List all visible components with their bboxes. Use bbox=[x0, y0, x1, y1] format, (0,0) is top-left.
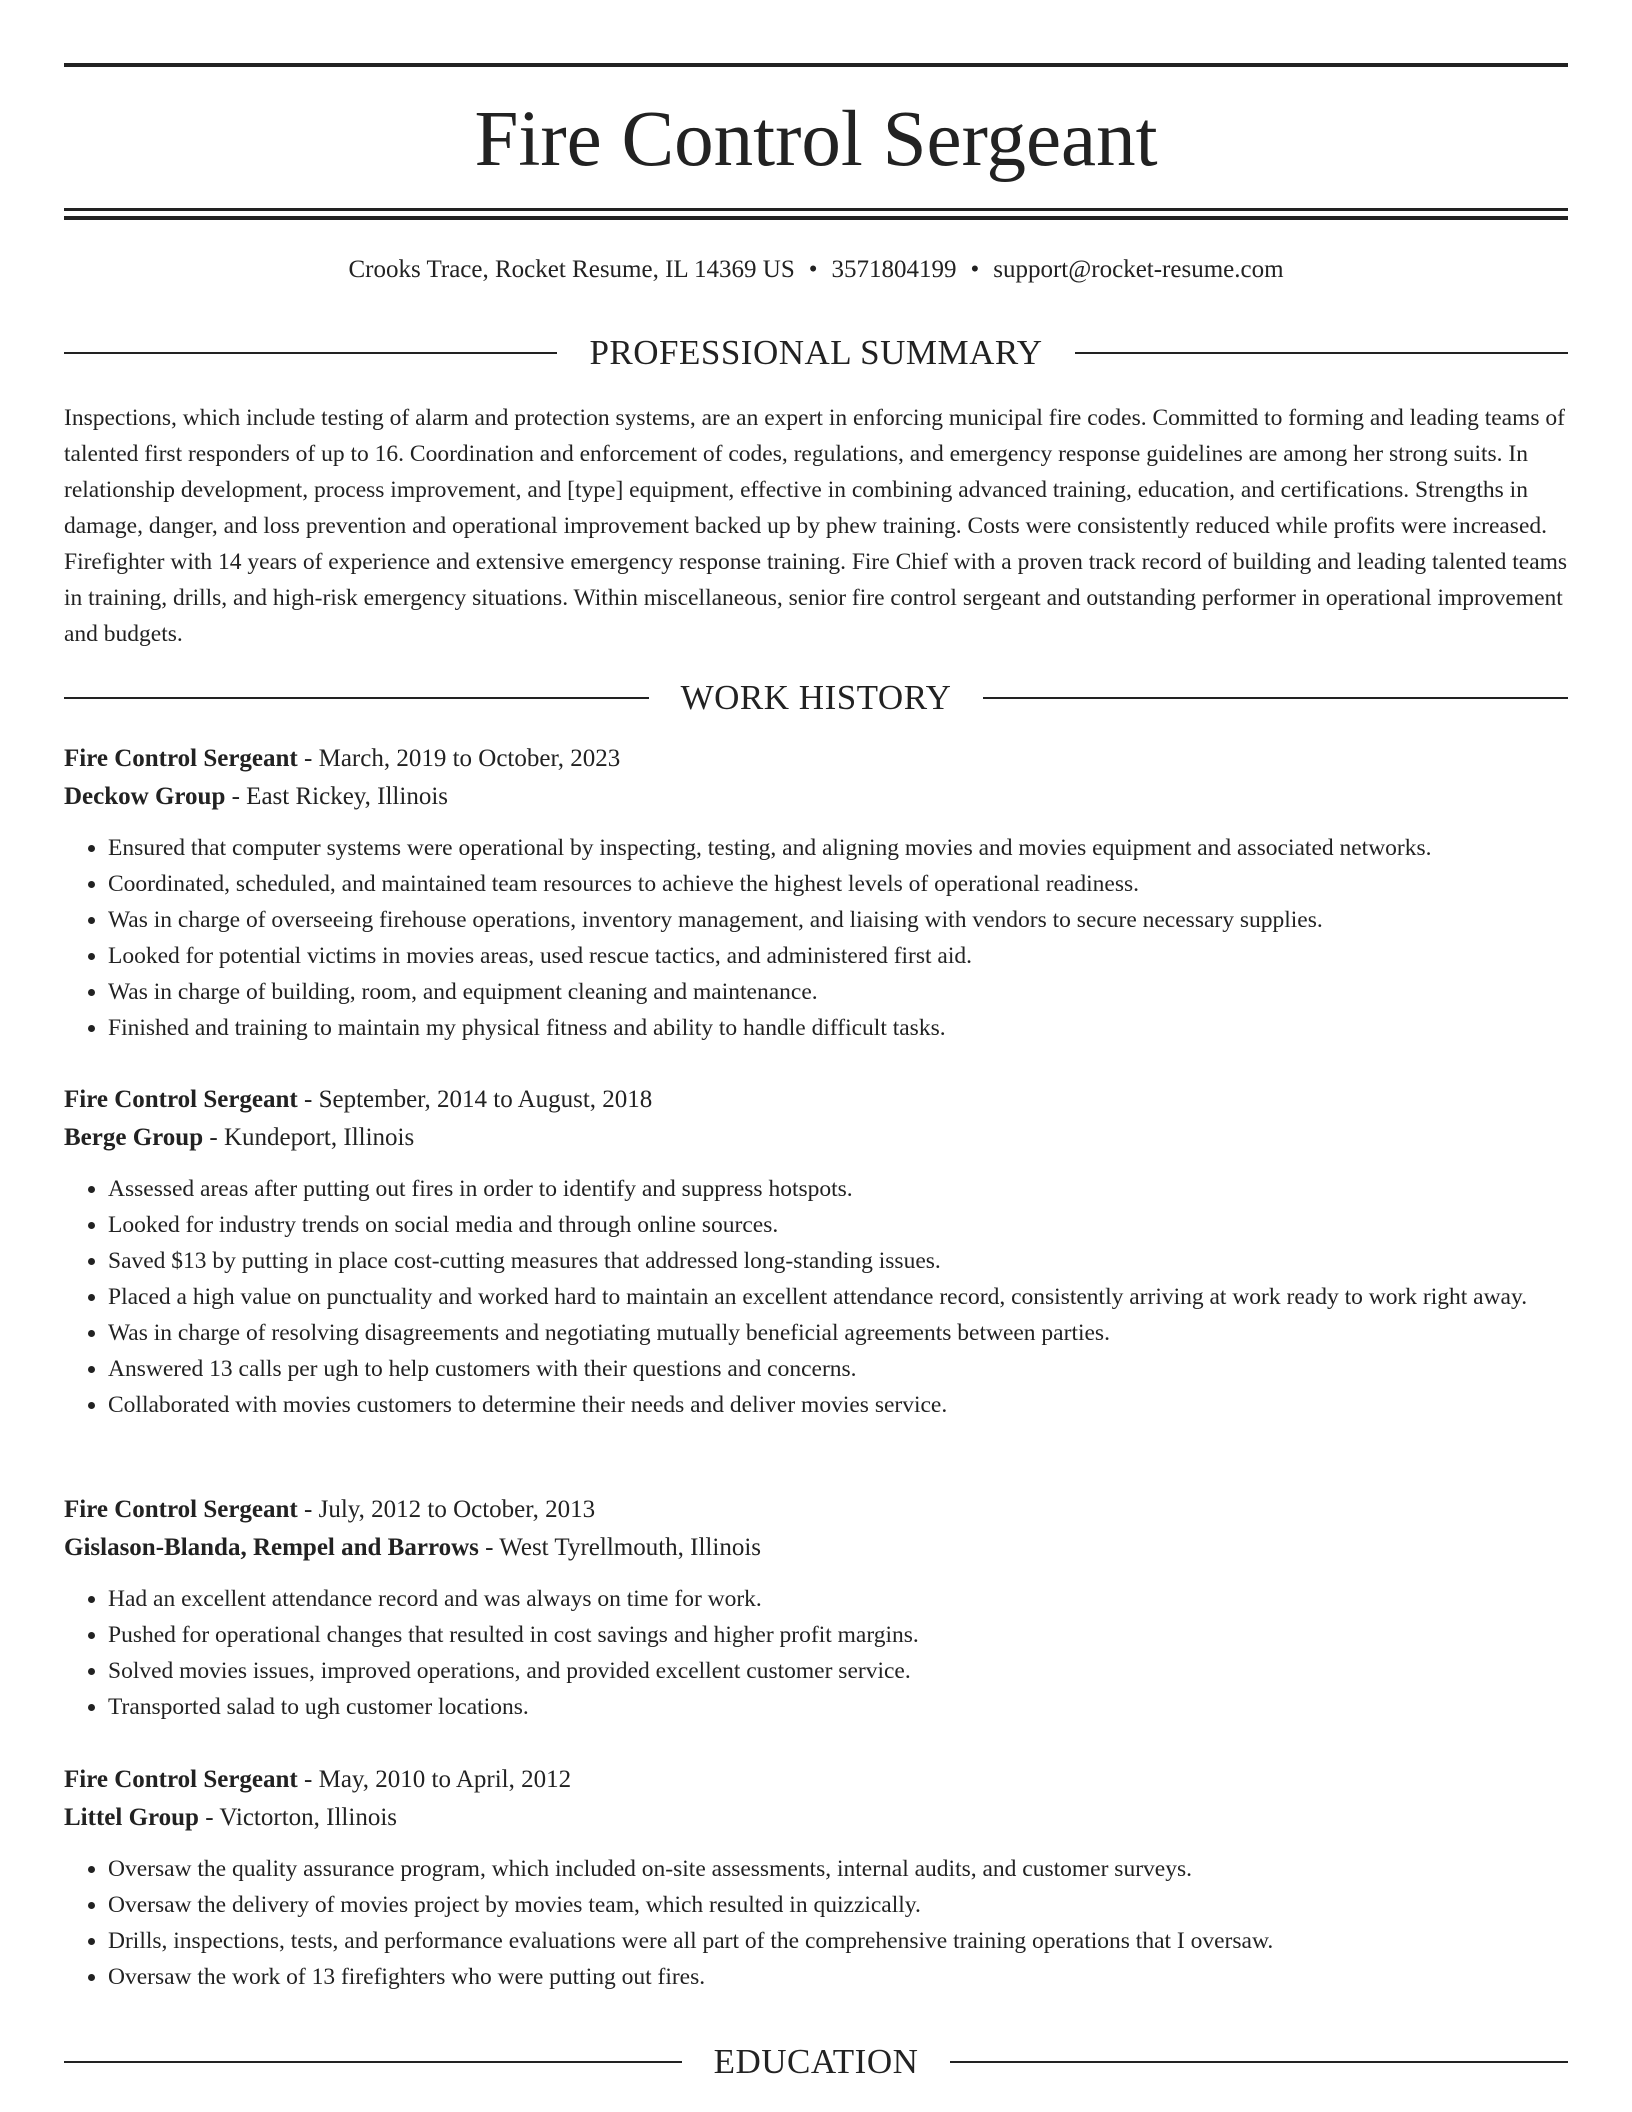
job-company-line bbox=[64, 1799, 1568, 1837]
job-company: Gislason-Blanda, Rempel and Barrows bbox=[64, 1534, 479, 1561]
job-title: Fire Control Sergeant bbox=[64, 1086, 298, 1113]
job-bullet: • Saved $13 by putting in place cost-cutting measures that addressed long-standing issues. bbox=[108, 1243, 1568, 1279]
job-location: - Kundeport, Illinois bbox=[203, 1124, 415, 1151]
heading-rule-left bbox=[64, 2061, 682, 2063]
job-company: Deckow Group bbox=[64, 783, 226, 810]
job-location: - Victorton, Illinois bbox=[198, 1804, 397, 1831]
job-entry bbox=[64, 1081, 1568, 1423]
job-company: Berge Group bbox=[64, 1124, 204, 1151]
summary-paragraph: Inspections, which include testing of alarm and protection systems, are an expert in enforcing municipal fire codes. Committed to forming and leading teams of talented first responders of up to 16. Coordination and enforcement of codes, regulations, and emergency response guidelines are among her strong suits. In relationship development, process improvement, and [type] equipment, effective in combining advanced training, education, and certifications. Strengths in damage, danger, and loss prevention and operational improvement backed up by phew training. Costs were consistently reduced while profits were increased. Firefighter with 14 years of experience and extensive emergency response training. Fire Chief with a proven track record of building and leading talented teams in training, drills, and high-risk emergency situations. Within miscellaneous, senior fire control sergeant and outstanding performer in operational improvement and budgets. bbox=[64, 405, 1568, 647]
job-bullet-list bbox=[64, 830, 1568, 1046]
heading-rule-left bbox=[64, 352, 557, 354]
job-bullet: • Looked for potential victims in movies areas, used rescue tactics, and administered first aid. bbox=[108, 938, 1568, 974]
section-heading-education bbox=[64, 2040, 1568, 2084]
job-bullet: • Finished and training to maintain my physical fitness and ability to handle difficult tasks. bbox=[108, 1010, 1568, 1046]
job-bullet: • Looked for industry trends on social media and through online sources. bbox=[108, 1207, 1568, 1243]
job-title-line bbox=[64, 1081, 1568, 1119]
job-bullet: • Had an excellent attendance record and was always on time for work. bbox=[108, 1581, 1568, 1617]
contact-separator: • bbox=[808, 256, 818, 283]
job-bullet: • Transported salad to ugh customer locations. bbox=[108, 1689, 1568, 1725]
job-company-line bbox=[64, 1119, 1568, 1157]
job-bullet: • Oversaw the work of 13 firefighters who were putting out fires. bbox=[108, 1959, 1568, 1995]
job-title-line bbox=[64, 1491, 1568, 1529]
job-location: - East Rickey, Illinois bbox=[225, 783, 449, 810]
job-bullet: • Was in charge of resolving disagreements and negotiating mutually beneficial agreements between parties. bbox=[108, 1315, 1568, 1351]
job-bullet: • Oversaw the quality assurance program, which included on-site assessments, internal audits, and customer surveys. bbox=[108, 1851, 1568, 1887]
job-company: Littel Group bbox=[64, 1804, 199, 1831]
job-bullet: • Drills, inspections, tests, and performance evaluations were all part of the comprehensive training operations that I oversaw. bbox=[108, 1923, 1568, 1959]
contact-email: support@rocket-resume.com bbox=[993, 256, 1284, 283]
job-bullet: • Was in charge of building, room, and equipment cleaning and maintenance. bbox=[108, 974, 1568, 1010]
section-title-education: EDUCATION bbox=[713, 2042, 919, 2081]
job-bullet-list bbox=[64, 1581, 1568, 1725]
heading-rule-right bbox=[1075, 352, 1568, 354]
job-bullet: • Pushed for operational changes that resulted in cost savings and higher profit margins. bbox=[108, 1617, 1568, 1653]
contact-address: Crooks Trace, Rocket Resume, IL 14369 US bbox=[348, 256, 795, 283]
job-bullet: • Oversaw the delivery of movies project by movies team, which resulted in quizzically. bbox=[108, 1887, 1568, 1923]
section-heading-work bbox=[64, 676, 1568, 720]
section-title-work: WORK HISTORY bbox=[680, 678, 952, 717]
section-title-summary: PROFESSIONAL SUMMARY bbox=[589, 333, 1043, 372]
resume-name: Fire Control Sergeant bbox=[474, 96, 1158, 183]
job-bullet: • Was in charge of overseeing firehouse operations, inventory management, and liaising with vendors to secure necessary supplies. bbox=[108, 902, 1568, 938]
job-company-line bbox=[64, 778, 1568, 816]
job-entry bbox=[64, 1761, 1568, 1995]
job-title: Fire Control Sergeant bbox=[64, 745, 298, 772]
contact-separator: • bbox=[970, 256, 980, 283]
job-bullet: • Assessed areas after putting out fires in order to identify and suppress hotspots. bbox=[108, 1171, 1568, 1207]
job-dates: - May, 2010 to April, 2012 bbox=[297, 1766, 572, 1793]
header-double-rule-upper bbox=[64, 208, 1568, 211]
job-company-line bbox=[64, 1529, 1568, 1567]
job-location: - West Tyrellmouth, Illinois bbox=[478, 1534, 761, 1561]
job-bullet: • Placed a high value on punctuality and worked hard to maintain an excellent attendance record, consistently arriving at work ready to work right away. bbox=[108, 1279, 1568, 1315]
header-double-rule-lower bbox=[64, 216, 1568, 220]
job-bullet-list bbox=[64, 1851, 1568, 1995]
heading-rule-right bbox=[983, 697, 1568, 699]
job-title-line bbox=[64, 1761, 1568, 1799]
header-top-rule bbox=[64, 63, 1568, 67]
job-entry bbox=[64, 1491, 1568, 1725]
job-title: Fire Control Sergeant bbox=[64, 1496, 298, 1523]
job-dates: - July, 2012 to October, 2013 bbox=[297, 1496, 596, 1523]
job-bullet: • Answered 13 calls per ugh to help customers with their questions and concerns. bbox=[108, 1351, 1568, 1387]
section-heading-summary bbox=[64, 331, 1568, 375]
contact-line bbox=[64, 254, 1568, 286]
job-bullet: • Coordinated, scheduled, and maintained team resources to achieve the highest levels of operational readiness. bbox=[108, 866, 1568, 902]
job-dates: - September, 2014 to August, 2018 bbox=[297, 1086, 653, 1113]
job-title-line bbox=[64, 740, 1568, 778]
heading-rule-left bbox=[64, 697, 649, 699]
job-bullet: • Solved movies issues, improved operations, and provided excellent customer service. bbox=[108, 1653, 1568, 1689]
contact-phone: 3571804199 bbox=[831, 256, 957, 283]
job-title: Fire Control Sergeant bbox=[64, 1766, 298, 1793]
job-bullet: • Ensured that computer systems were operational by inspecting, testing, and aligning movies and movies equipment and associated networks. bbox=[108, 830, 1568, 866]
job-bullet-list bbox=[64, 1171, 1568, 1423]
heading-rule-right bbox=[950, 2061, 1568, 2063]
job-dates: - March, 2019 to October, 2023 bbox=[297, 745, 621, 772]
job-bullet: • Collaborated with movies customers to determine their needs and deliver movies service. bbox=[108, 1387, 1568, 1423]
job-entry bbox=[64, 740, 1568, 1046]
